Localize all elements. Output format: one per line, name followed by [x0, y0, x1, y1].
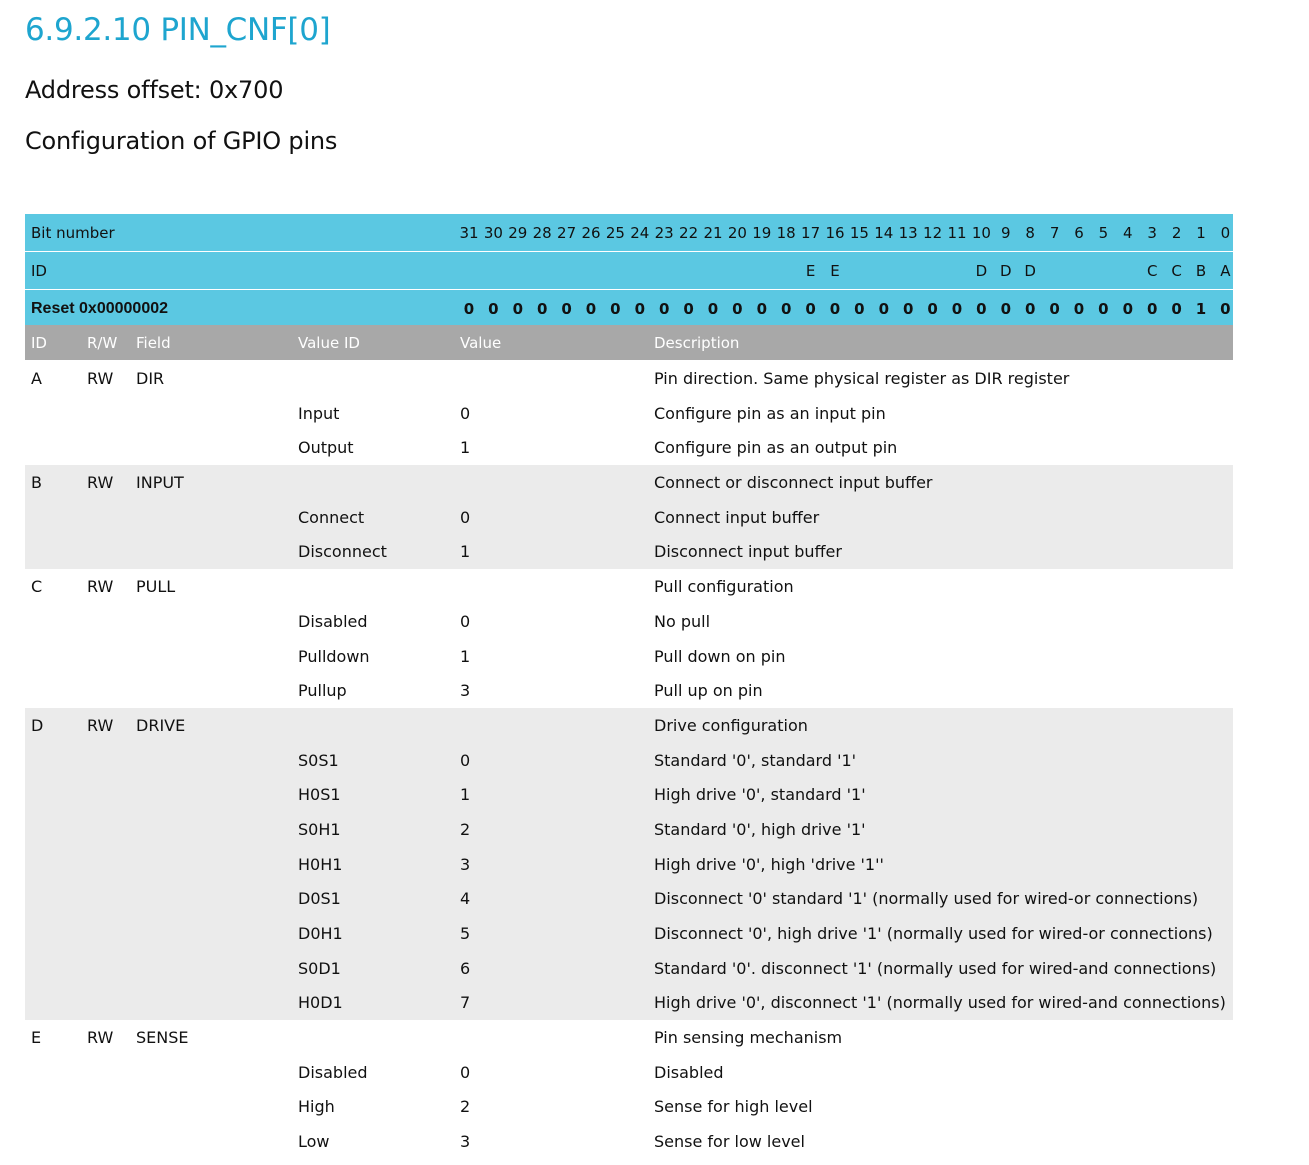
value-id: Disabled: [298, 611, 368, 631]
value-description: Configure pin as an input pin: [654, 403, 886, 423]
value-description: Configure pin as an output pin: [654, 438, 898, 458]
reset-bit-17: 0: [805, 300, 816, 318]
value-number: 6: [460, 958, 471, 978]
value-description: Disconnect '0', high drive '1' (normally used for wired-or connections): [654, 924, 1213, 943]
value-id: Low: [298, 1132, 330, 1152]
field-row: [25, 708, 1233, 743]
bit-number-30: 30: [483, 224, 503, 242]
value-row: [25, 604, 1233, 639]
field-access: RW: [87, 715, 114, 735]
bit-id-10: D: [975, 262, 988, 280]
bit-number-3: 3: [1147, 224, 1157, 242]
col-description: Description: [654, 334, 740, 352]
value-number: 1: [460, 785, 471, 805]
value-id: D0S1: [298, 889, 341, 909]
value-id: S0D1: [298, 958, 341, 978]
value-number: 0: [460, 403, 471, 423]
id-label: ID: [31, 262, 47, 280]
bit-number-12: 12: [923, 224, 943, 242]
value-number: 4: [460, 889, 471, 909]
bit-number-5: 5: [1098, 224, 1109, 242]
bit-id-0: A: [1220, 262, 1231, 280]
value-id: H0H1: [298, 854, 343, 874]
field-table-header: [25, 325, 1233, 360]
value-description: No pull: [654, 611, 711, 631]
value-number: 2: [460, 819, 471, 839]
reset-bit-19: 0: [756, 300, 768, 318]
reset-bit-9: 0: [1000, 300, 1012, 318]
value-row: [25, 951, 1233, 986]
value-row: [25, 916, 1233, 951]
field-id: A: [31, 369, 42, 388]
value-description: Connect input buffer: [654, 507, 820, 527]
bit-number-15: 15: [849, 224, 869, 242]
value-row: [25, 743, 1233, 778]
field-access: RW: [87, 473, 114, 493]
id-row: [25, 252, 1233, 290]
value-number: 3: [460, 681, 471, 701]
value-row: [25, 430, 1233, 465]
reset-bit-11: 0: [951, 300, 963, 318]
value-id: High: [298, 1097, 335, 1117]
value-row: [25, 881, 1233, 916]
value-number: 0: [460, 1062, 471, 1082]
value-number: 3: [460, 854, 471, 874]
bit-number-24: 24: [630, 224, 650, 242]
value-description: Standard '0', high drive '1': [654, 819, 866, 839]
bit-number-13: 13: [898, 224, 918, 242]
field-table-body: [25, 361, 1233, 1159]
bit-number-17: 17: [801, 224, 821, 242]
field-group-pull: [25, 569, 1233, 708]
bit-number-14: 14: [874, 224, 894, 242]
value-id: H0S1: [298, 785, 341, 805]
field-group-dir: [25, 361, 1233, 465]
field-description: Pull configuration: [654, 577, 794, 597]
bit-number-20: 20: [727, 224, 747, 242]
field-id: D: [31, 715, 44, 735]
value-id: Disabled: [298, 1062, 368, 1082]
reset-bit-24: 0: [634, 300, 646, 318]
bit-id-2: C: [1171, 262, 1182, 280]
value-description: Pull down on pin: [654, 646, 786, 666]
value-row: [25, 534, 1233, 569]
value-id: Input: [298, 403, 340, 423]
bit-number-22: 22: [679, 224, 699, 242]
field-group-drive: [25, 708, 1233, 1020]
bit-number-10: 10: [971, 224, 991, 242]
bit-id-17: E: [805, 262, 816, 280]
reset-bit-15: 0: [854, 300, 865, 318]
reset-bit-14: 0: [878, 300, 890, 318]
reset-bit-6: 0: [1073, 300, 1085, 318]
field-row: [25, 1020, 1233, 1055]
bit-number-1: 1: [1196, 224, 1206, 242]
value-description: High drive '0', disconnect '1' (normally used for wired-and connections): [654, 993, 1226, 1013]
bit-number-18: 18: [776, 224, 796, 242]
bit-id-8: D: [1024, 262, 1036, 280]
reset-bit-7: 0: [1049, 300, 1060, 318]
value-row: [25, 1055, 1233, 1090]
field-group-input: [25, 465, 1233, 569]
field-row: [25, 569, 1233, 604]
field-name: PULL: [136, 577, 176, 597]
col-value-id: Value ID: [298, 334, 360, 352]
value-row: [25, 847, 1233, 882]
reset-bit-26: 0: [585, 300, 597, 318]
reset-bit-12: 0: [927, 300, 938, 318]
bit-number-25: 25: [605, 224, 625, 242]
value-row: [25, 639, 1233, 674]
reset-bit-21: 0: [707, 300, 719, 318]
value-description: Disconnect input buffer: [654, 542, 842, 562]
bit-number-21: 21: [703, 224, 723, 242]
bit-number-28: 28: [532, 224, 552, 242]
value-row: [25, 673, 1233, 708]
reset-bit-13: 0: [902, 300, 914, 318]
field-access: RW: [87, 1028, 114, 1048]
value-row: [25, 396, 1233, 431]
col-field: Field: [136, 334, 171, 352]
value-number: 7: [460, 993, 471, 1013]
reset-bit-5: 0: [1098, 300, 1109, 318]
reset-bit-16: 0: [829, 300, 841, 318]
value-id: Connect: [298, 507, 365, 527]
bit-number-19: 19: [752, 224, 772, 242]
reset-bit-18: 0: [780, 300, 792, 318]
bit-number-27: 27: [557, 224, 577, 242]
value-number: 0: [460, 507, 471, 527]
reset-bit-20: 0: [732, 300, 743, 318]
value-id: S0H1: [298, 819, 341, 839]
bit-number-2: 2: [1171, 224, 1182, 242]
value-description: High drive '0', standard '1': [654, 785, 866, 805]
field-description: Drive configuration: [654, 715, 808, 735]
field-group-sense: [25, 1020, 1233, 1159]
field-id: B: [31, 473, 42, 493]
field-access: RW: [87, 369, 114, 388]
reset-bit-4: 0: [1122, 300, 1134, 318]
value-row: [25, 777, 1233, 812]
reset-bit-27: 0: [561, 300, 572, 318]
reset-bit-25: 0: [610, 300, 621, 318]
bit-number-11: 11: [947, 224, 967, 242]
value-description: Standard '0'. disconnect '1' (normally used for wired-and connections): [654, 958, 1217, 978]
reset-bit-2: 0: [1171, 300, 1182, 318]
reset-bit-3: 0: [1146, 300, 1158, 318]
value-description: Disabled: [654, 1062, 724, 1082]
bit-number-0: 0: [1220, 224, 1231, 242]
field-id: C: [31, 577, 43, 597]
reset-row: [25, 290, 1233, 328]
field-access: RW: [87, 577, 114, 597]
value-description: Sense for low level: [654, 1132, 805, 1152]
value-description: High drive '0', high 'drive '1'': [654, 854, 884, 874]
reset-bit-23: 0: [658, 300, 670, 318]
bit-number-label: Bit number: [31, 224, 115, 242]
value-number: 1: [460, 542, 471, 562]
bit-id-1: B: [1195, 262, 1207, 280]
value-number: 5: [460, 924, 471, 943]
value-description: Standard '0', standard '1': [654, 750, 857, 770]
reset-bit-31: 0: [463, 300, 475, 318]
reset-bit-1: 1: [1195, 300, 1207, 318]
value-number: 3: [460, 1132, 471, 1152]
value-id: H0D1: [298, 993, 343, 1013]
register-description: Configuration of GPIO pins: [25, 127, 338, 155]
bit-number-31: 31: [459, 224, 479, 242]
value-id: Pulldown: [298, 646, 370, 666]
field-name: SENSE: [136, 1028, 189, 1048]
value-number: 1: [460, 646, 471, 666]
value-description: Disconnect '0' standard '1' (normally used for wired-or connections): [654, 889, 1199, 909]
bit-number-9: 9: [1001, 224, 1011, 242]
field-name: INPUT: [136, 473, 184, 493]
bit-layout-table: [25, 214, 1233, 328]
field-description: Connect or disconnect input buffer: [654, 473, 933, 493]
col-rw: R/W: [87, 334, 118, 352]
value-row: [25, 1089, 1233, 1124]
field-id: E: [31, 1028, 42, 1048]
value-id: D0H1: [298, 924, 343, 943]
value-id: Pullup: [298, 681, 347, 701]
bit-number-7: 7: [1049, 224, 1060, 242]
reset-bit-10: 0: [976, 300, 987, 318]
bit-id-16: E: [830, 262, 840, 280]
bit-id-9: D: [1000, 262, 1012, 280]
reset-label: Reset 0x00000002: [31, 300, 169, 317]
bit-number-29: 29: [508, 224, 528, 242]
value-row: [25, 985, 1233, 1020]
section-title: 6.9.2.10 PIN_CNF[0]: [25, 12, 331, 48]
bit-number-row: [25, 214, 1233, 252]
bit-number-16: 16: [825, 224, 845, 242]
field-description: Pin direction. Same physical register as DIR register: [654, 369, 1070, 388]
reset-bit-0: 0: [1220, 300, 1231, 318]
field-description: Pin sensing mechanism: [654, 1028, 843, 1048]
value-id: S0S1: [298, 750, 339, 770]
value-number: 0: [460, 611, 471, 631]
value-row: [25, 1124, 1233, 1159]
reset-bit-22: 0: [683, 300, 694, 318]
field-row: [25, 361, 1233, 396]
value-row: [25, 500, 1233, 535]
bit-id-3: C: [1146, 262, 1158, 280]
bit-number-8: 8: [1025, 224, 1035, 242]
value-id: Output: [298, 438, 354, 458]
value-description: Pull up on pin: [654, 681, 763, 701]
value-description: Sense for high level: [654, 1097, 813, 1117]
value-number: 2: [460, 1097, 471, 1117]
col-id: ID: [31, 334, 47, 352]
value-number: 0: [460, 750, 471, 770]
address-offset: Address offset: 0x700: [25, 76, 284, 104]
reset-bit-28: 0: [536, 300, 548, 318]
reset-bit-29: 0: [512, 300, 524, 318]
field-name: DIR: [136, 369, 165, 388]
field-row: [25, 465, 1233, 500]
reset-bit-8: 0: [1024, 300, 1036, 318]
col-value: Value: [460, 334, 502, 352]
reset-bit-30: 0: [488, 300, 499, 318]
value-number: 1: [460, 438, 471, 458]
bit-number-23: 23: [654, 224, 674, 242]
field-name: DRIVE: [136, 715, 186, 735]
bit-number-26: 26: [581, 224, 601, 242]
value-id: Disconnect: [298, 542, 387, 562]
value-row: [25, 812, 1233, 847]
bit-number-6: 6: [1074, 224, 1084, 242]
bit-number-4: 4: [1123, 224, 1133, 242]
